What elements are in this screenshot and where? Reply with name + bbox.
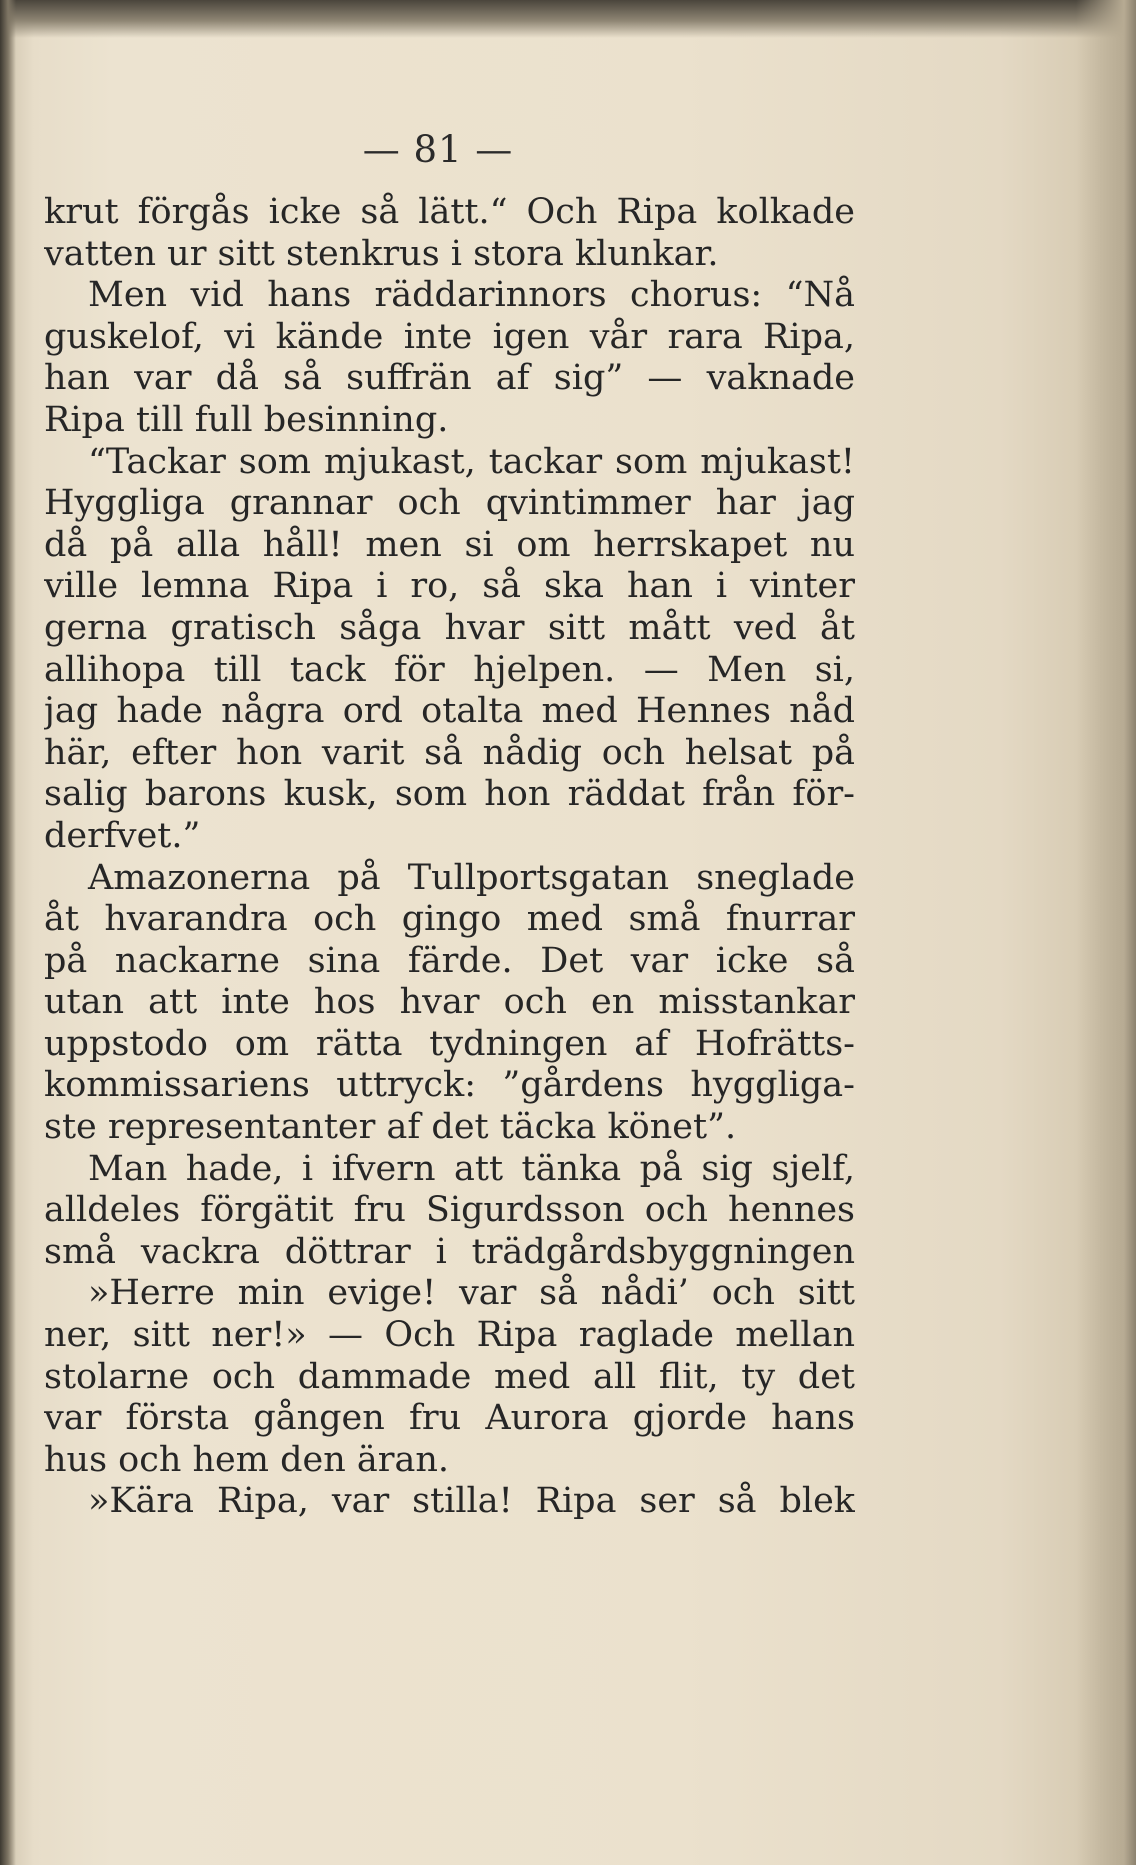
text-line: guskelof, vi kände inte igen vår rara Ripa, [44, 316, 855, 357]
text-line: jag hade några ord otalta med Hennes nåd [44, 691, 855, 732]
page-top-shadow [0, 0, 1136, 38]
text-line: alldeles förgätit fru Sigurdsson och hennes [44, 1190, 855, 1231]
text-line: på nackarne sina färde. Det var icke så [44, 940, 855, 981]
text-line: Men vid hans räddarinnors chorus: “Nå [88, 275, 855, 316]
text-line: var första gången fru Aurora gjorde hans [44, 1398, 855, 1439]
text-line: små vackra döttrar i trädgårdsbyggningen [44, 1231, 855, 1272]
text-line: »Herre min evige! var så nådi’ och sitt [88, 1273, 855, 1314]
text-line: Amazonerna på Tullportsgatan sneglade [88, 857, 855, 898]
text-line: stolarne och dammade med all flit, ty det [44, 1356, 855, 1397]
text-line: åt hvarandra och gingo med små fnurrar [44, 899, 855, 940]
text-line: ville lemna Ripa i ro, så ska han i vinter [44, 566, 855, 607]
text-line: »Kära Ripa, var stilla! Ripa ser så blek [88, 1481, 855, 1522]
text-line: kommissariens uttryck: ”gårdens hyggliga- [44, 1065, 855, 1106]
text-line: Man hade, i ifvern att tänka på sig sjelf, [88, 1148, 855, 1189]
text-line: här, efter hon varit så nådig och helsat på [44, 732, 855, 773]
text-line: ner, sitt ner!» — Och Ripa raglade mellan [44, 1315, 855, 1356]
text-line: vatten ur sitt stenkrus i stora klunkar. [44, 233, 719, 274]
text-line: Ripa till full besinning. [44, 399, 449, 440]
page-left-edge [0, 0, 16, 1865]
text-line: salig barons kusk, som hon räddat från för- [44, 774, 855, 815]
page-right-edge [1076, 0, 1136, 1865]
body-text [44, 192, 855, 1523]
page-number: — 81 — [362, 128, 514, 171]
text-line: han var då så suffrän af sig” — vaknade [44, 358, 855, 399]
text-line: allihopa till tack för hjelpen. — Men si, [44, 649, 855, 690]
text-line: ste representanter af det täcka könet”. [44, 1107, 737, 1148]
text-line: Hyggliga grannar och qvintimmer har jag [44, 483, 855, 524]
text-line: derfvet.” [44, 815, 201, 856]
text-line: då på alla håll! men si om herrskapet nu [44, 524, 855, 565]
text-line: gerna gratisch såga hvar sitt mått ved åt [44, 607, 855, 648]
text-line: utan att inte hos hvar och en misstankar [44, 982, 855, 1023]
text-line: hus och hem den äran. [44, 1439, 449, 1480]
text-line: uppstodo om rätta tydningen af Hofrätts- [44, 1023, 855, 1064]
text-line: krut förgås icke så lätt.“ Och Ripa kolkade [44, 192, 855, 232]
text-line: “Tackar som mjukast, tackar som mjukast! [88, 441, 855, 482]
